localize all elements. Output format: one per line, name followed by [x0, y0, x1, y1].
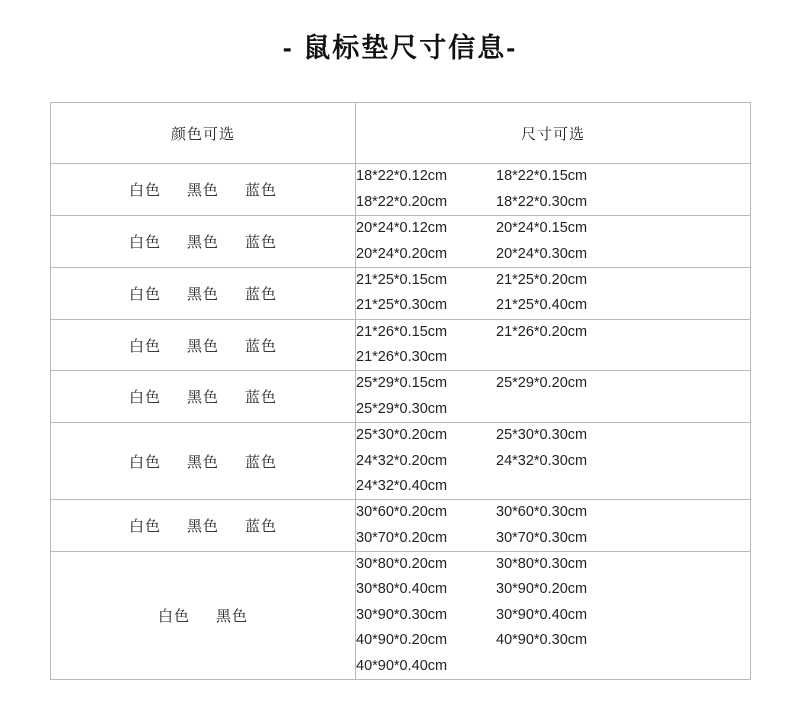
- color-option-list: [116, 179, 290, 200]
- table-row: [51, 500, 751, 552]
- header-color: 颜色可选: [51, 103, 356, 164]
- size-options-cell: [356, 371, 751, 423]
- page-title: - 鼠标垫尺寸信息-: [282, 33, 518, 63]
- size-options-cell: [356, 500, 751, 552]
- color-options-cell: [51, 423, 356, 500]
- size-option: 25*29*0.20cm: [496, 375, 588, 392]
- size-option: 21*26*0.30cm: [356, 349, 448, 366]
- color-option-list: [116, 335, 290, 356]
- size-option-row: [356, 397, 750, 422]
- table-row: [51, 267, 751, 319]
- color-option-list: [116, 231, 290, 252]
- size-option: 21*25*0.15cm: [356, 271, 448, 288]
- color-options-cell: [51, 164, 356, 216]
- size-options-cell: [356, 216, 751, 268]
- size-option: 21*25*0.40cm: [496, 297, 588, 314]
- size-option: 25*29*0.15cm: [356, 375, 448, 392]
- color-option: 白色: [128, 337, 161, 355]
- color-option: 白色: [128, 234, 161, 252]
- color-option-list: [145, 605, 261, 626]
- size-option: 30*90*0.20cm: [496, 581, 588, 598]
- size-option-row: [356, 654, 750, 679]
- color-option: 蓝色: [245, 453, 278, 471]
- color-option: 蓝色: [245, 285, 278, 303]
- size-option: 24*32*0.20cm: [356, 452, 448, 469]
- size-option: 20*24*0.12cm: [356, 220, 448, 237]
- color-option-list: [116, 451, 290, 472]
- color-option-list: [116, 386, 290, 407]
- size-option: 30*90*0.40cm: [496, 606, 588, 623]
- color-options-cell: [51, 371, 356, 423]
- size-option: 21*25*0.20cm: [496, 271, 588, 288]
- size-options-cell: [356, 267, 751, 319]
- color-option: 黑色: [186, 337, 219, 355]
- color-options-cell: [51, 552, 356, 680]
- size-option-row: [356, 320, 750, 345]
- table-row: [51, 216, 751, 268]
- color-option: 白色: [128, 518, 161, 536]
- size-option-row: [356, 268, 750, 293]
- size-option: 18*22*0.15cm: [496, 168, 588, 185]
- color-option: 黑色: [216, 607, 249, 625]
- table-row: [51, 371, 751, 423]
- color-option: 白色: [157, 607, 190, 625]
- color-option: 蓝色: [245, 182, 278, 200]
- size-option: 40*90*0.30cm: [496, 632, 588, 649]
- size-option: 40*90*0.20cm: [356, 632, 448, 649]
- size-option: 30*70*0.30cm: [496, 529, 588, 546]
- color-options-cell: [51, 267, 356, 319]
- table-row: [51, 319, 751, 371]
- size-options-cell: [356, 552, 751, 680]
- color-option: 黑色: [186, 453, 219, 471]
- size-option-row: [356, 603, 750, 628]
- size-option: 25*30*0.20cm: [356, 427, 448, 444]
- size-option: 24*32*0.30cm: [496, 452, 588, 469]
- size-option-row: [356, 190, 750, 215]
- table-row: [51, 423, 751, 500]
- table-body: [51, 164, 751, 680]
- color-option: 黑色: [186, 285, 219, 303]
- color-options-cell: [51, 319, 356, 371]
- size-option: 24*32*0.40cm: [356, 477, 448, 494]
- size-option-row: [356, 526, 750, 551]
- table-row: [51, 164, 751, 216]
- size-option-row: [356, 242, 750, 267]
- size-option: 30*60*0.30cm: [496, 504, 588, 521]
- size-table: [50, 102, 751, 680]
- table-head: [51, 103, 751, 164]
- size-option: 20*24*0.15cm: [496, 220, 588, 237]
- size-option: 21*26*0.20cm: [496, 323, 588, 340]
- color-option: 白色: [128, 182, 161, 200]
- table-header-row: [51, 103, 751, 164]
- size-option-row: [356, 449, 750, 474]
- size-option-row: [356, 345, 750, 370]
- size-option: 30*80*0.20cm: [356, 556, 448, 573]
- size-option-row: [356, 216, 750, 241]
- size-option: 21*26*0.15cm: [356, 323, 448, 340]
- size-option-row: [356, 293, 750, 318]
- size-option-row: [356, 552, 750, 577]
- color-option-list: [116, 283, 290, 304]
- color-option: 蓝色: [245, 234, 278, 252]
- color-option: 黑色: [186, 182, 219, 200]
- size-option-row: [356, 474, 750, 499]
- size-options-cell: [356, 164, 751, 216]
- size-option-row: [356, 423, 750, 448]
- color-option: 蓝色: [245, 389, 278, 407]
- header-size: 尺寸可选: [356, 103, 751, 164]
- size-option: 18*22*0.30cm: [496, 193, 588, 210]
- color-option: 黑色: [186, 389, 219, 407]
- size-option: 18*22*0.12cm: [356, 168, 448, 185]
- size-options-cell: [356, 423, 751, 500]
- color-option: 白色: [128, 285, 161, 303]
- size-option: 18*22*0.20cm: [356, 193, 448, 210]
- size-option: 30*60*0.20cm: [356, 504, 448, 521]
- color-option: 蓝色: [245, 518, 278, 536]
- size-options-cell: [356, 319, 751, 371]
- size-option: 25*30*0.30cm: [496, 427, 588, 444]
- color-option: 白色: [128, 389, 161, 407]
- size-option-row: [356, 500, 750, 525]
- size-option: 30*80*0.30cm: [496, 556, 588, 573]
- size-option: 20*24*0.30cm: [496, 245, 588, 262]
- size-option: 20*24*0.20cm: [356, 245, 448, 262]
- size-option: 21*25*0.30cm: [356, 297, 448, 314]
- size-option: 25*29*0.30cm: [356, 400, 448, 417]
- color-option: 蓝色: [245, 337, 278, 355]
- size-option: 40*90*0.40cm: [356, 657, 448, 674]
- size-option: 30*80*0.40cm: [356, 581, 448, 598]
- color-option: 白色: [128, 453, 161, 471]
- color-option-list: [116, 515, 290, 536]
- size-option-row: [356, 164, 750, 189]
- size-table-wrapper: [50, 102, 750, 680]
- size-option: 30*90*0.30cm: [356, 606, 448, 623]
- size-option-row: [356, 628, 750, 653]
- color-option: 黑色: [186, 234, 219, 252]
- size-option-row: [356, 577, 750, 602]
- color-option: 黑色: [186, 518, 219, 536]
- color-options-cell: [51, 216, 356, 268]
- size-option: 30*70*0.20cm: [356, 529, 448, 546]
- size-option-row: [356, 371, 750, 396]
- table-row: [51, 552, 751, 680]
- color-options-cell: [51, 500, 356, 552]
